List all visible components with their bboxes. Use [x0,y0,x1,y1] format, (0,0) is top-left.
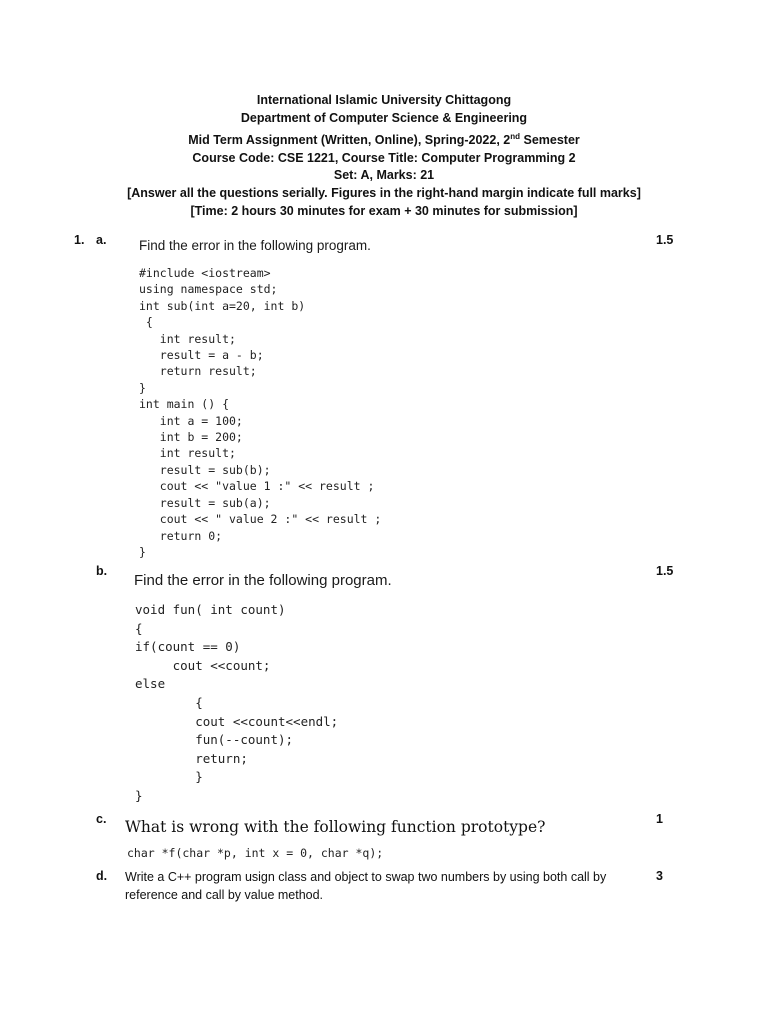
assignment-prefix: Mid Term Assignment (Written, Online), Spring-2022, 2 [188,132,511,147]
code-line: cout << " value 2 :" << result ; [139,512,382,527]
code-line: return 0; [139,528,223,543]
department-name: Department of Computer Science & Engineering [240,110,528,125]
code-line: } [139,544,146,559]
part-c-marks: 1 [656,812,663,826]
part-d-marks: 3 [656,869,663,883]
exam-header [0,92,768,221]
code-line: int a = 100; [139,413,243,428]
part-a-label: a. [96,233,107,247]
code-line: #include <iostream> [139,266,271,280]
part-b-code [135,601,338,806]
code-line: int sub(int a=20, int b) [139,298,306,313]
part-a-code [139,265,381,560]
code-line: { [139,315,153,330]
part-a-marks: 1.5 [656,233,674,247]
code-line: result = sub(a); [139,495,271,510]
code-line: result = sub(b); [139,462,271,477]
part-b-title: Find the error in the following program. [134,572,392,589]
part-b-marks: 1.5 [656,564,674,578]
code-line: void fun( int count) [135,602,286,617]
part-c-title: What is wrong with the following function prototype? [125,818,546,836]
question-number: 1. [74,233,85,247]
code-line: cout <<count; [135,657,271,673]
code-line: else [135,676,166,692]
university-name: International Islamic University Chittagong [256,93,512,107]
part-c-label: c. [96,812,107,826]
code-line: fun(--count); [135,732,294,748]
code-line: { [135,694,203,710]
assignment-line [0,128,768,150]
code-line: cout << "value 1 :" << result ; [139,479,375,494]
part-a-title: Find the error in the following program. [139,238,371,253]
code-line: { [135,620,143,636]
code-line: if(count == 0) [135,639,241,655]
code-line: } [139,380,146,395]
code-line: return; [135,750,248,766]
code-line: cout <<count<<endl; [135,713,339,729]
assignment-sup: nd [510,131,521,141]
set-marks-line: Set: A, Marks: 21 [333,168,435,183]
instruction-line: [Answer all the questions serially. Figures in the right-hand margin indicate full marks] [127,186,641,201]
course-line: Course Code: CSE 1221, Course Title: Computer Programming 2 [192,150,576,165]
part-d-label: d. [96,869,108,883]
part-c-code: char *f(char *p, int x = 0, char *q); [127,846,384,860]
part-b-label: b. [96,564,108,578]
part-d-text: Write a C++ program usign class and object to swap two numbers by using both call by reference and call by value method. [125,870,607,902]
assignment-suffix: Semester [520,132,580,147]
code-line: int main () { [139,397,230,412]
code-line: using namespace std; [139,282,278,297]
code-line: } [135,769,203,785]
code-line: int b = 200; [139,430,243,445]
code-line: result = a - b; [139,348,264,363]
code-line: return result; [139,364,257,379]
code-line: } [135,787,143,803]
code-line: int result; [139,446,236,461]
time-line: [Time: 2 hours 30 minutes for exam + 30 minutes for submission] [190,203,578,218]
code-line: int result; [139,331,236,346]
